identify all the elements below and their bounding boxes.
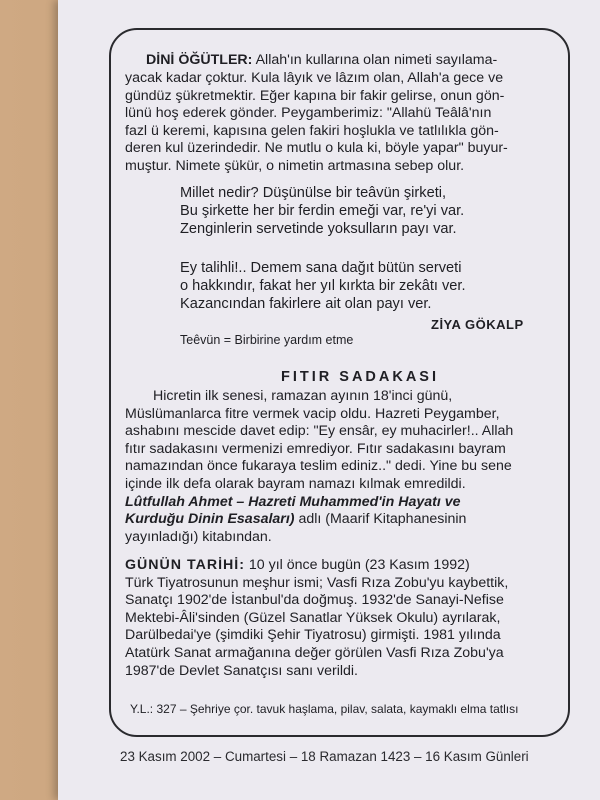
fitir-source-title-end: Kurduğu Dinin Esasaları) [125, 511, 295, 528]
dini-ogutler-line-5: fazl ü keremi, kapısına gelen fakiri hoşlukla ve tatlılıkla gön- [125, 122, 499, 139]
fitir-line: namazından önce fukaraya teslim ediniz.." dedi. Yine bu sene [125, 458, 512, 475]
fitir-source-last: yayınladığı) kitabından. [125, 528, 272, 545]
dini-ogutler-line-1: Allah'ın kullarına olan nimeti sayılama- [255, 52, 498, 68]
dini-ogutler-body [125, 70, 556, 176]
gunun-tarihi-line: Mektebi-Âli'sinden (Güzel Sanatlar Yüksek Okulu) ayrılarak, [125, 609, 501, 626]
fitir-line: fıtır sadakasını vermenizi emrediyor. Fıtır sadakasını bayram [125, 440, 506, 457]
gunun-tarihi-label: GÜNÜN TARİHİ: [125, 557, 245, 573]
yemek-listesi: Y.L.: 327 – Şehriye çor. tavuk haşlama, pilav, salata, kaymaklı elma tatlısı [130, 702, 519, 716]
dini-ogutler-line-6: deren kul üzerindedir. Ne mutlu o kula ki, böyle yapar" buyur- [125, 140, 508, 157]
dini-ogutler-line-2: yacak kadar çoktur. Kula lâyık ve lâzım olan, Allah'a gece ve [125, 70, 504, 86]
gunun-tarihi-paragraph [125, 557, 556, 680]
dini-ogutler-line-3: gündüz şükretmektir. Eğer kapına bir fakir gelirse, onun gön- [125, 87, 505, 104]
gunun-tarihi-line: Türk Tiyatrosunun meşhur ismi; Vasfi Rıza Zobu'yu kaybettik, [125, 574, 509, 591]
dini-ogutler-label: DİNİ ÖĞÜTLER: [146, 52, 253, 68]
fitir-paragraph [125, 388, 556, 546]
gunun-tarihi-line: 1987'de Devlet Sanatçısı sanı verildi. [125, 662, 358, 679]
fitir-source-publisher: adlı (Maarif Kitaphanesinin [294, 511, 467, 528]
fitir-line: Hicretin ilk senesi, ramazan ayının 18'inci günü, [153, 388, 453, 404]
dini-ogutler-line-7: muştur. Nimete şükür, o nimetin artmasına sebep olur. [125, 157, 465, 174]
calendar-date-footer: 23 Kasım 2002 – Cumartesi – 18 Ramazan 1423 – 16 Kasım Günleri [120, 749, 529, 764]
fitir-line: içinde ilk defa olarak bayram namazı kılmak emredildi. [125, 475, 466, 492]
gunun-tarihi-line: Darülbedai'ye (şimdiki Şehir Tiyatrosu) girmişti. 1981 yılında [125, 627, 501, 644]
dini-ogutler-line-4: lünü hoş ederek gönder. Peygamberimiz: "Allahü Teâlâ'nın [125, 105, 492, 122]
poem-line: Millet nedir? Düşünülse bir teâvün şirketi, [180, 185, 447, 201]
poem-line: o hakkındır, fakat her yıl kırkta bir zekâtı ver. [180, 278, 466, 295]
poem-line: Ey talihli!.. Demem sana dağıt bütün serveti [180, 260, 462, 276]
poem-stanza-1 [180, 184, 560, 239]
fitir-line: ashabını mescide davet edip: "Ey ensâr, ey muhacirler!.. Allah [125, 423, 514, 440]
fitir-line: Müslümanlarca fitre vermek vacip oldu. Hazreti Peygamber, [125, 405, 500, 422]
dini-ogutler-paragraph [146, 52, 556, 70]
poet-signature: ZİYA GÖKALP [431, 317, 524, 332]
teavun-note: Teêvün = Birbirine yardım etme [180, 333, 354, 347]
poem-line: Zenginlerin servetinde yoksulların payı var. [180, 221, 457, 238]
poem-line: Kazancından fakirlere ait olan payı ver. [180, 296, 432, 313]
poem-line: Bu şirkette her bir ferdin emeği var, re'yi var. [180, 203, 465, 220]
fitir-source-line-1: Lûtfullah Ahmet – Hazreti Muhammed'in Hayatı ve [125, 493, 461, 510]
gunun-tarihi-line: Atatürk Sanat armağanına değer görülen Vasfi Rıza Zobu'ya [125, 644, 504, 661]
gunun-tarihi-line: 10 yıl önce bugün (23 Kasım 1992) [248, 557, 470, 573]
poem-stanza-2 [180, 259, 560, 314]
gunun-tarihi-line: Sanatçı 1902'de İstanbul'da doğmuş. 1932'de Sanayi-Nefise [125, 592, 504, 609]
fitir-heading: FITIR SADAKASI [281, 369, 439, 385]
